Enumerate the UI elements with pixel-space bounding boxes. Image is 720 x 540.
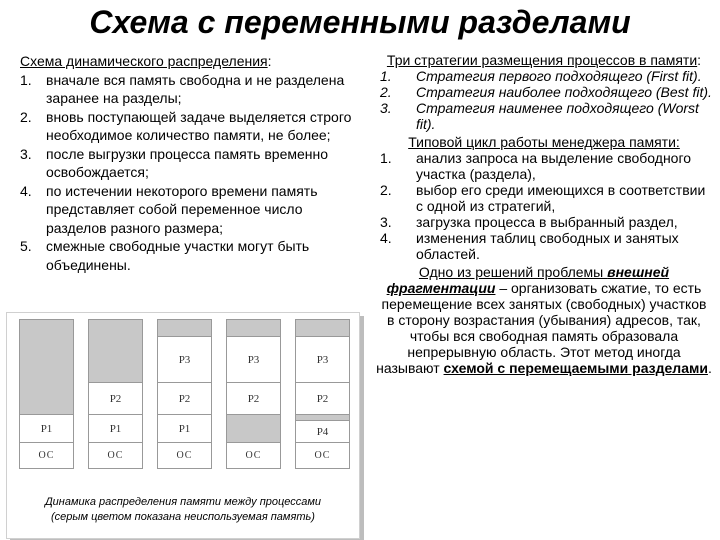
list-item-number: 2. [380, 84, 392, 100]
list-item-text: Стратегия первого подходящего (First fit). [416, 68, 702, 84]
process-block: P1 [20, 414, 73, 443]
list-item-number: 1. [380, 150, 392, 166]
figure-caption [7, 495, 359, 525]
memory-column [226, 319, 281, 469]
list-item [20, 182, 360, 238]
process-block: P1 [89, 414, 142, 443]
left-heading: Схема динамического распределения [20, 53, 268, 69]
list-item-number: 3. [380, 214, 392, 230]
os-block: OC [89, 442, 142, 467]
process-block: P4 [296, 420, 349, 443]
process-block: P2 [158, 382, 211, 415]
figure-caption-line: (серым цветом показана неиспользуемая память) [51, 511, 315, 523]
list-item [376, 68, 712, 84]
list-item [20, 71, 360, 108]
strategies-list [376, 68, 712, 132]
list-item-number: 4. [380, 230, 392, 246]
memory-column [19, 319, 74, 469]
free-memory-block [227, 414, 280, 443]
os-block: OC [227, 442, 280, 467]
left-column [20, 52, 360, 274]
page-title: Схема с переменными разделами [89, 4, 631, 40]
memory-columns [19, 319, 349, 469]
list-item-text: анализ запроса на выделение свободного участка (раздела), [416, 150, 692, 182]
process-block: P3 [158, 336, 211, 383]
list-item-text: изменения таблиц свободных и занятых областей. [416, 230, 679, 262]
figure-caption-line: Динамика распределения памяти между процессами [44, 496, 322, 508]
list-item [20, 145, 360, 182]
list-item [20, 108, 360, 145]
list-item-number: 5. [20, 238, 32, 254]
paragraph-start: Одно из решений проблемы [418, 264, 608, 280]
list-item-number: 1. [20, 71, 32, 88]
free-memory-block [296, 320, 349, 336]
list-item-text: вначале вся память свободна и не разделена заранее на разделы; [46, 71, 345, 106]
os-block: OC [20, 442, 73, 467]
list-item-number: 2. [380, 182, 392, 198]
process-block: P3 [296, 336, 349, 383]
cycle-list [376, 150, 712, 262]
process-block: P2 [89, 382, 142, 415]
process-block: P2 [227, 382, 280, 415]
process-block: P3 [227, 336, 280, 383]
free-memory-block [227, 320, 280, 336]
left-heading-colon: : [267, 53, 272, 69]
list-item-text: Стратегия наиболее подходящего (Best fit). [416, 84, 712, 100]
process-block: P1 [158, 414, 211, 443]
list-item [376, 84, 712, 100]
memory-column [88, 319, 143, 469]
list-item-number: 3. [380, 100, 392, 116]
memory-column [157, 319, 212, 469]
strategies-heading-colon: : [697, 52, 702, 68]
list-item-text: загрузка процесса в выбранный раздел, [416, 214, 678, 230]
list-item-number: 1. [380, 68, 392, 84]
os-block: OC [296, 442, 349, 467]
list-item [376, 230, 712, 262]
list-item-text: по истечении некоторого времени память представляет собой переменное число разделов разного размера; [46, 182, 318, 236]
list-item-text: Стратегия наименее подходящего (Worst fit). [416, 100, 699, 132]
dynamic-allocation-list [20, 71, 360, 275]
free-memory-block [89, 320, 142, 382]
paragraph-end: . [707, 360, 712, 376]
list-item [376, 214, 712, 230]
list-item [376, 182, 712, 214]
list-item-text: вновь поступающей задаче выделяется строго необходимое количество памяти, не более; [46, 108, 352, 143]
term-external-fragmentation: внешней фрагментации [386, 264, 670, 296]
compaction-paragraph [376, 264, 712, 376]
list-item-number: 3. [20, 145, 32, 162]
strategies-heading-line [376, 52, 712, 68]
free-memory-block [158, 320, 211, 336]
process-block: P2 [296, 382, 349, 415]
list-item [376, 150, 712, 182]
term-relocatable-partitions: схемой с перемещаемыми разделами [443, 360, 708, 376]
memory-allocation-figure [6, 312, 360, 539]
right-column [376, 52, 712, 376]
list-item-text: выбор его среди имеющихся в соответствии с одной из стратегий, [416, 182, 706, 214]
paragraph-middle: – организовать сжатие, то есть перемещение всех занятых (свободных) участков в сторону возрастания (убывания) адресов, так, чтобы вся свободная память образовала непрерывную область. Этот метод иногда называют [376, 280, 707, 376]
list-item [376, 100, 712, 132]
strategies-heading: Три стратегии размещения процессов в памяти [386, 52, 698, 68]
list-item-number: 2. [20, 108, 32, 125]
list-item-text: смежные свободные участки могут быть объединены. [46, 238, 310, 273]
list-item [20, 237, 360, 274]
list-item-number: 4. [20, 182, 32, 199]
os-block: OC [158, 442, 211, 467]
left-heading-line [20, 52, 360, 71]
cycle-heading: Типовой цикл работы менеджера памяти: [408, 134, 680, 150]
list-item-text: после выгрузки процесса память временно освобождается; [46, 145, 329, 180]
memory-column [295, 319, 350, 469]
free-memory-block [20, 320, 73, 414]
cycle-heading-line [376, 134, 712, 150]
